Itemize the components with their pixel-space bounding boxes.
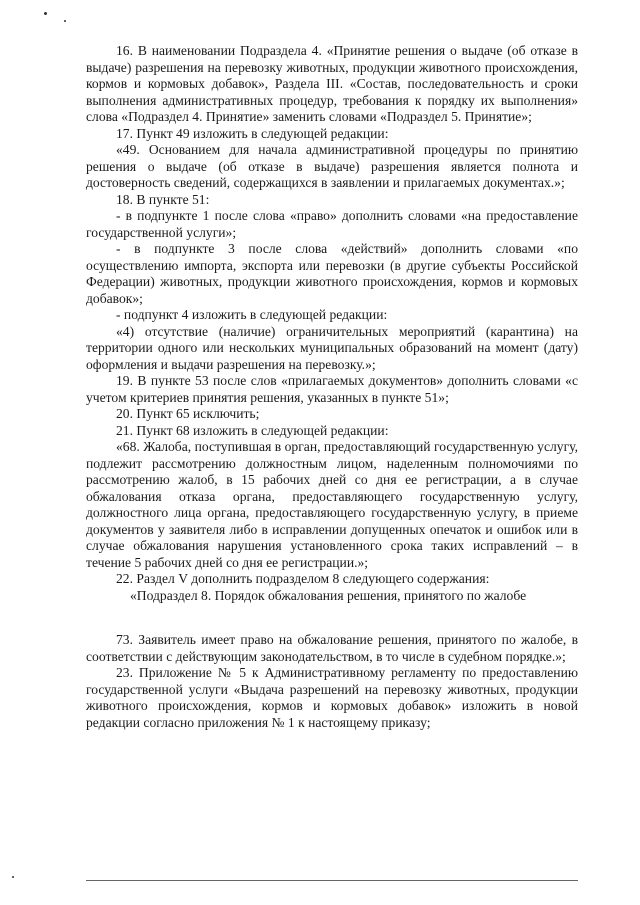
paragraph-22: 22. Раздел V дополнить подразделом 8 следующего содержания: [116,571,490,586]
paragraph-49-text: «49. Основанием для начала административной процедуры по принятию решения о выдаче (об отказе в выдаче) разрешения является полнота и достоверность сведений, содержащихся в заявлении и прилагаемых документах.»; [86,142,578,190]
paragraph-23: 23. Приложение № 5 к Административному регламенту по предоставлению государственной услуги «Выдача разрешений на перевозку животных, продукции животного происхождения, кормов и кормовых добавок» изложить в новой редакции согласно приложения № 1 к настоящему приказу; [86,665,578,730]
paragraph-18-sub1: - в подпункте 1 после слова «право» дополнить словами «на предоставление государственной услуги»; [86,208,578,240]
scan-speck [64,20,66,22]
subsection-8-heading: «Подраздел 8. Порядок обжалования решения, принятого по жалобе [130,587,527,603]
paragraph-18-sub3: - в подпункте 3 после слова «действий» дополнить словами «по осуществлению импорта, экспорта или перевозки (в другие субъекты Российской Федерации) животных, продукции животного происхождения, кормов и кормовых добавок»; [86,241,578,306]
paragraph-21: 21. Пункт 68 изложить в следующей редакции: [116,422,389,438]
bottom-edge-line [86,880,578,881]
paragraph-68-text: «68. Жалоба, поступившая в орган, предоставляющий государственную услугу, подлежит рассмотрению должностным лицом, наделенным полномочиями по рассмотрению жалоб, в 15 рабочих дней со дня ее регистрации, а в случае обжалования отказа органа, предоставляющего государственную услугу, должностного лица органа, предоставляющего государственную услугу, в приеме документов у заявителя либо в исправлении допущенных опечаток и ошибок или в случае обжалования нарушения установленного срока таких исправлений – в течение 5 рабочих дней со дня ее регистрации.»; [86,439,578,570]
paragraph-20: 20. Пункт 65 исключить; [116,406,260,421]
paragraph-73-text: 73. Заявитель имеет право на обжалование решения, принятого по жалобе, в соответствии с действующим законодательством, в то числе в судебном порядке.»; [86,632,578,664]
spacer [86,604,578,632]
document-body [86,43,578,731]
scan-speck [44,12,47,15]
paragraph-18-sub4: - подпункт 4 изложить в следующей редакции: [116,307,388,322]
scan-speck [12,876,14,878]
paragraph-18-sub4-text: «4) отсутствие (наличие) ограничительных мероприятий (карантина) на территории одного или нескольких муниципальных образований на момент (дату) оформления и выдачи разрешения на перевозку.»; [86,323,578,372]
paragraph-17: 17. Пункт 49 изложить в следующей редакции: [116,125,389,141]
paragraph-19: 19. В пункте 53 после слов «прилагаемых документов» дополнить словами «с учетом критериев принятия решения, указанных в пункте 51»; [86,373,578,405]
paragraph-16: 16. В наименовании Подраздела 4. «Принятие решения о выдаче (об отказе в выдаче) разрешения на перевозку животных, продукции животного происхождения, кормов и кормовых добавок», Раздела III. «Состав, последовательность и сроки выполнения административных процедур, требования к порядку их выполнения» слова «Подраздел 4. Принятие» заменить словами «Подраздел 5. Принятие»; [86,43,578,124]
paragraph-18: 18. В пункте 51: [116,191,210,207]
